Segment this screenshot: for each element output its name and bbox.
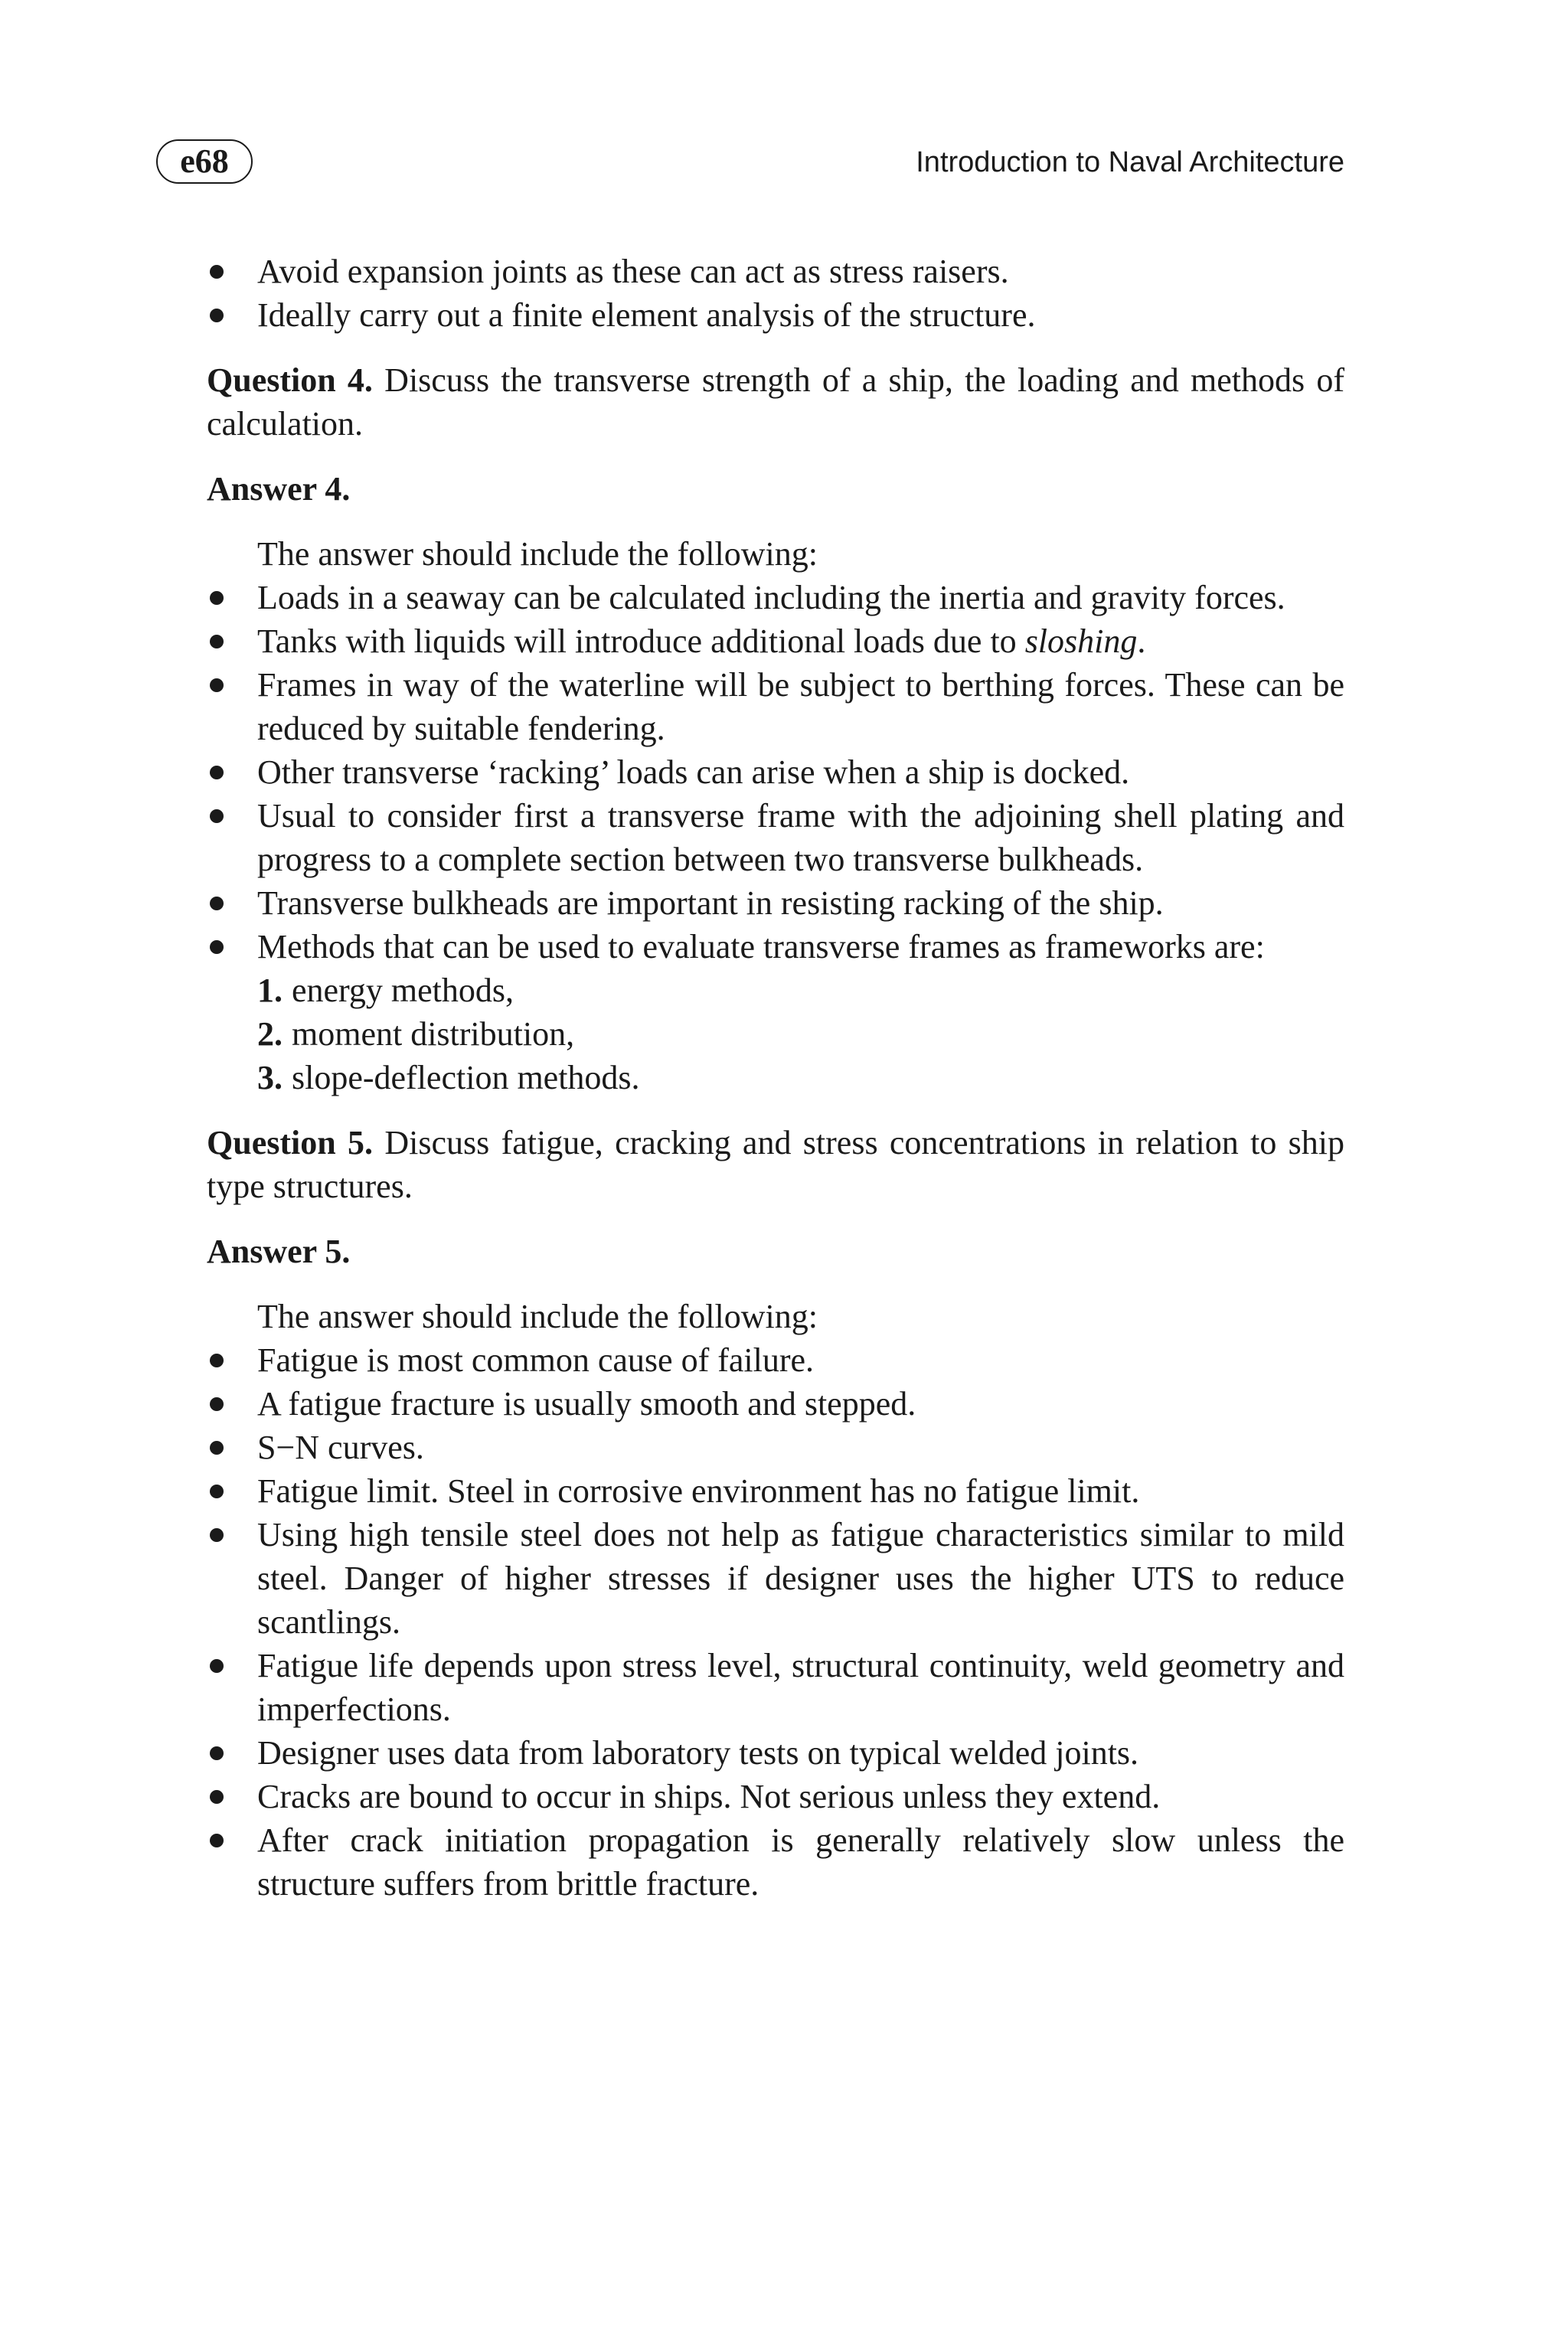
list-item: Fatigue life depends upon stress level, structural continuity, weld geometry and imperfections. [207, 1644, 1344, 1731]
list-item [207, 925, 1344, 969]
list-item [207, 619, 1344, 663]
answer-5-heading: Answer 5. [207, 1233, 351, 1270]
question-label: Question 5. [207, 1124, 374, 1161]
list-item: Transverse bulkheads are important in resisting racking of the ship. [207, 881, 1344, 925]
list-item: A fatigue fracture is usually smooth and stepped. [207, 1382, 1344, 1426]
numbered-item [257, 1012, 1344, 1056]
question-4 [207, 358, 1344, 446]
question-5 [207, 1121, 1344, 1208]
list-item: Ideally carry out a finite element analysis of the structure. [207, 293, 1344, 337]
emphasis-text: sloshing [1024, 622, 1138, 660]
page-header [156, 139, 1344, 188]
methods-numbered-list [207, 969, 1344, 1099]
list-item: After crack initiation propagation is generally relatively slow unless the structure suffers from brittle fracture. [207, 1818, 1344, 1906]
top-bullet-list [207, 250, 1344, 337]
list-item: Designer uses data from laboratory tests on typical welded joints. [207, 1731, 1344, 1775]
numbered-item [257, 1056, 1344, 1099]
question-text: Discuss fatigue, cracking and stress concentrations in relation to ship type structures. [207, 1124, 1345, 1205]
item-text: slope-deflection methods. [292, 1059, 640, 1096]
page-content [207, 250, 1344, 1906]
page-number-badge: e68 [156, 139, 253, 184]
question-text: Discuss the transverse strength of a ship, the loading and methods of calculation. [207, 361, 1344, 443]
item-number: 1. [257, 972, 283, 1009]
answer-4-heading: Answer 4. [207, 470, 351, 508]
list-item: Fatigue limit. Steel in corrosive environment has no fatigue limit. [207, 1469, 1344, 1513]
item-number: 3. [257, 1059, 283, 1096]
list-item: Frames in way of the waterline will be subject to berthing forces. These can be reduced by suitable fendering. [207, 663, 1344, 750]
answer-4-intro: The answer should include the following: [257, 535, 818, 573]
running-head: Introduction to Naval Architecture [916, 146, 1344, 178]
item-number: 2. [257, 1015, 283, 1053]
list-item: Loads in a seaway can be calculated including the inertia and gravity forces. [207, 576, 1344, 619]
item-text: moment distribution, [292, 1015, 575, 1053]
numbered-item [257, 969, 1344, 1012]
list-item: Avoid expansion joints as these can act as stress raisers. [207, 250, 1344, 293]
answer-5-bullet-list [207, 1338, 1344, 1906]
list-item: Other transverse ‘racking’ loads can arise when a ship is docked. [207, 750, 1344, 794]
list-item: Fatigue is most common cause of failure. [207, 1338, 1344, 1382]
list-item: Usual to consider first a transverse frame with the adjoining shell plating and progress to a complete section between two transverse bulkheads. [207, 794, 1344, 881]
answer-4-bullet-list [207, 576, 1344, 969]
question-label: Question 4. [207, 361, 373, 399]
list-item-text: . [1137, 622, 1146, 660]
list-item-text: Methods that can be used to evaluate transverse frames as frameworks are: [257, 928, 1265, 965]
list-item-text: Tanks with liquids will introduce additional loads due to [257, 622, 1025, 660]
list-item: Using high tensile steel does not help as fatigue characteristics similar to mild steel. Danger of higher stresses if designer uses the higher UTS to reduce scantlings. [207, 1513, 1344, 1644]
list-item: Cracks are bound to occur in ships. Not serious unless they extend. [207, 1775, 1344, 1818]
item-text: energy methods, [292, 972, 514, 1009]
answer-5-intro: The answer should include the following: [257, 1298, 818, 1335]
list-item: S−N curves. [207, 1426, 1344, 1469]
